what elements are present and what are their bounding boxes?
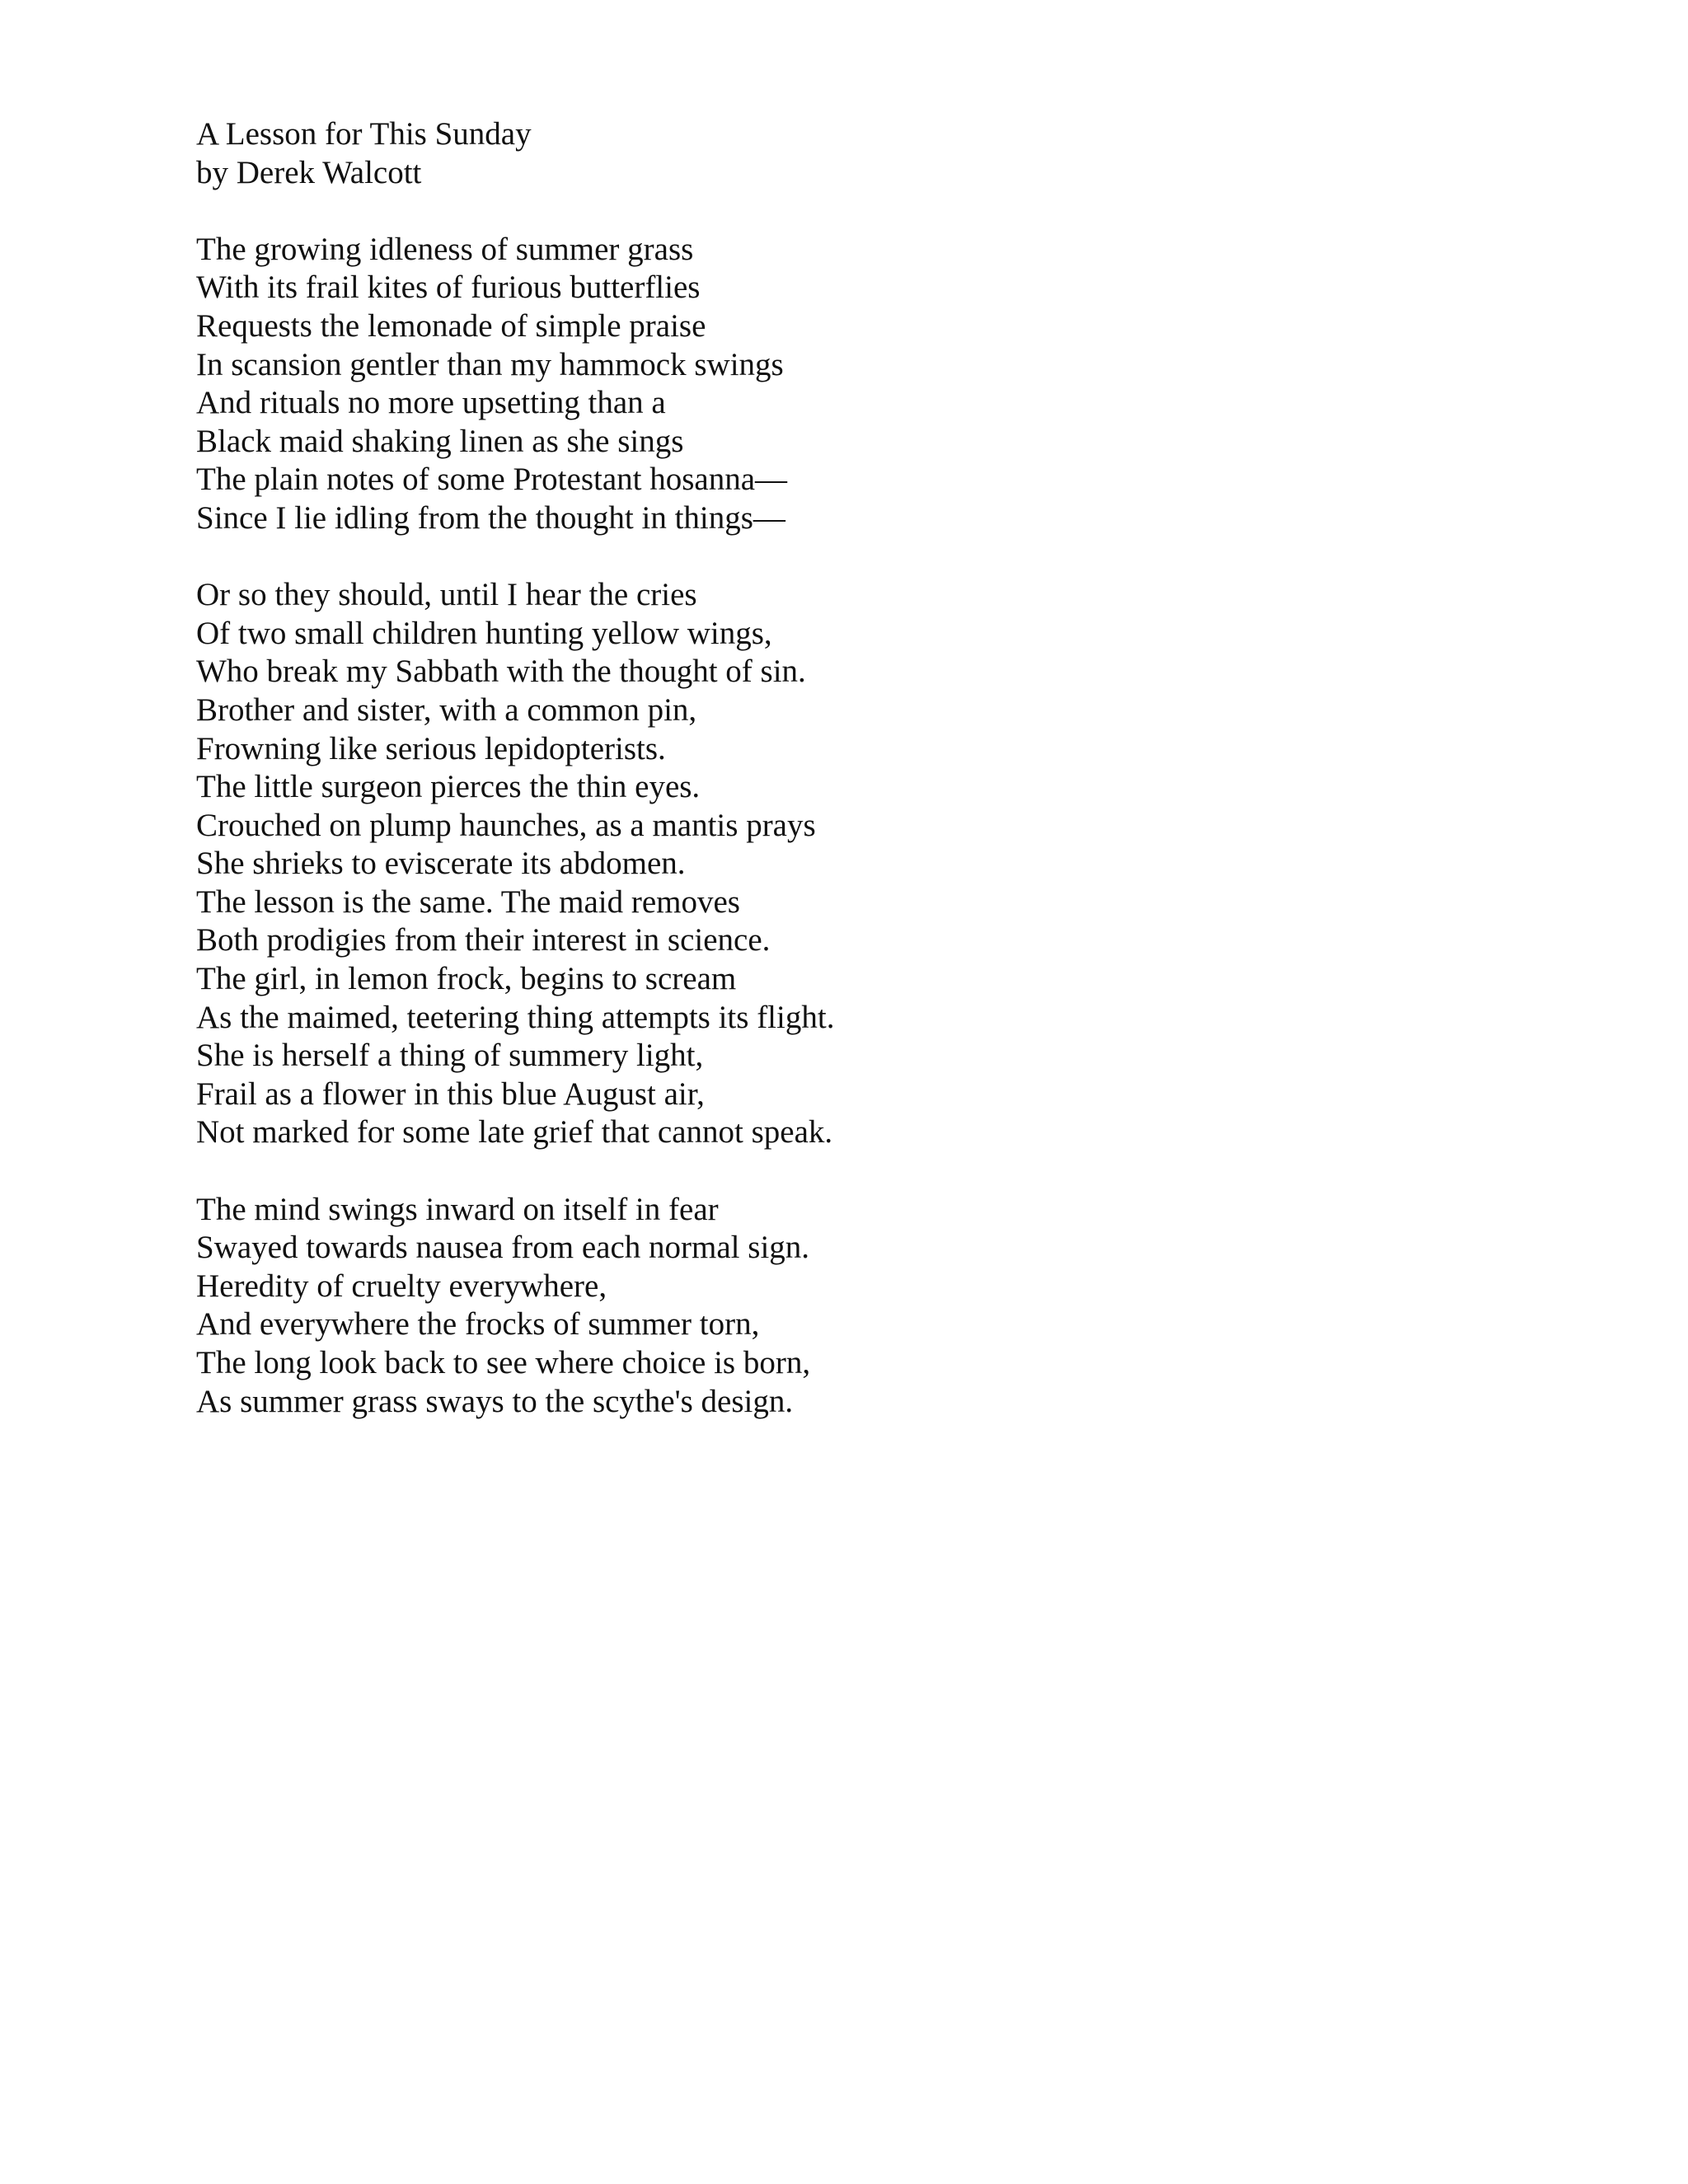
poem-line: And everywhere the frocks of summer torn, [196,1306,760,1343]
poem-title: A Lesson for This Sunday [196,116,532,152]
stanza-break [196,1152,1432,1191]
poem-line: The little surgeon pierces the thin eyes. [196,769,701,805]
stanza-break [196,192,1432,231]
poem-line: The growing idleness of summer grass [196,231,694,267]
poem-line: Black maid shaking linen as she sings [196,423,684,459]
poem-line: Who break my Sabbath with the thought of sin. [196,654,806,690]
poem-line: Requests the lemonade of simple praise [196,307,706,344]
poem-line: With its frail kites of furious butterflies [196,269,701,306]
poem-line: She is herself a thing of summery light, [196,1038,704,1074]
poem-line: The plain notes of some Protestant hosanna— [196,462,788,498]
poem-line: Frail as a flower in this blue August air, [196,1076,705,1112]
poem-line: The long look back to see where choice is born, [196,1345,811,1380]
poem-line: She shrieks to eviscerate its abdomen. [196,846,686,882]
poem-line: Frowning like serious lepidopterists. [196,730,666,766]
poem-line: Not marked for some late grief that cannot speak. [196,1114,833,1151]
poem-line: Brother and sister, with a common pin, [196,691,697,728]
poem-line: As summer grass sways to the scythe's design. [196,1383,794,1419]
poem-line: Or so they should, until I hear the cries [196,577,697,613]
poem-line: The mind swings inward on itself in fear [196,1191,719,1227]
poem-line: Both prodigies from their interest in science. [196,922,771,958]
stanza-3 [196,1191,1432,1422]
poem-byline: by Derek Walcott [196,154,422,190]
poem-line: As the maimed, teetering thing attempts its flight. [196,999,835,1035]
poem-text [196,115,1432,1421]
poem-line: The girl, in lemon frock, begins to scream [196,961,737,997]
poem-line: Crouched on plump haunches, as a mantis prays [196,807,816,843]
stanza-1 [196,231,1432,538]
stanza-break [196,538,1432,577]
poem-line: And rituals no more upsetting than a [196,385,666,421]
poem-line: Of two small children hunting yellow wings, [196,615,772,651]
poem-line: Heredity of cruelty everywhere, [196,1268,607,1304]
poem-line: In scansion gentler than my hammock swings [196,346,784,382]
poem-line: Swayed towards nausea from each normal sign. [196,1230,810,1266]
poem-line: Since I lie idling from the thought in things— [196,499,785,536]
poem-line: The lesson is the same. The maid removes [196,883,740,920]
stanza-2 [196,576,1432,1152]
